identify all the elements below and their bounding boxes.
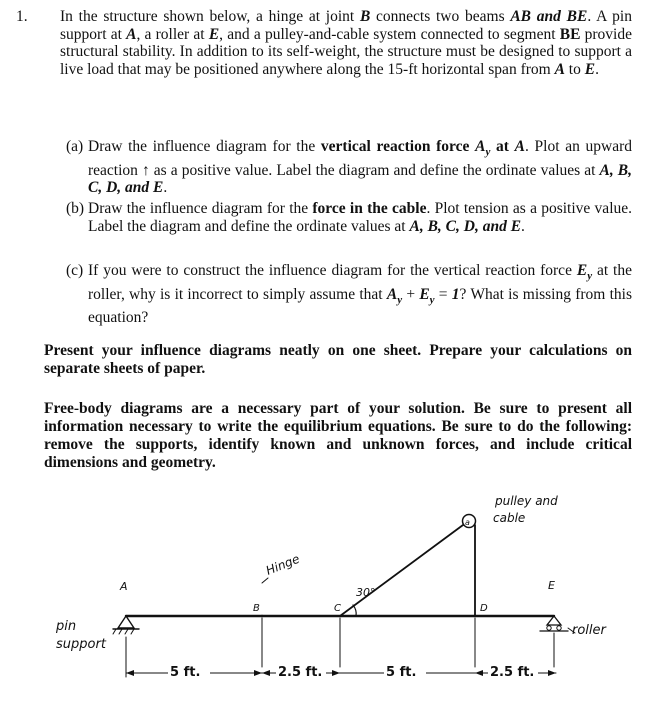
part-a-label: (a) — [66, 138, 84, 155]
part-run: . Plot an upward reaction ↑ as a positive value. Label the diagram and define the ordinate values at — [88, 138, 632, 179]
joint-c-label: C — [334, 603, 341, 614]
part-run: Draw the influence diagram for the — [88, 138, 321, 155]
part-run: A — [514, 138, 525, 155]
part-run: . — [521, 217, 525, 235]
structure-figure — [0, 487, 650, 717]
part-run: Draw the influence diagram for the — [88, 200, 313, 217]
dim-bc: 2.5 ft. — [278, 665, 323, 680]
part-run: y — [397, 293, 403, 306]
roller-label: roller — [572, 623, 606, 638]
instruction-present: Present your influence diagrams neatly on one sheet. Prepare your calculations on separate sheets of paper. — [44, 342, 632, 377]
dim-cd: 5 ft. — [386, 665, 417, 680]
part-run: force in the cable — [312, 200, 427, 217]
intro-run: B — [359, 8, 371, 25]
part-run: y — [485, 146, 491, 159]
part-b — [60, 200, 632, 235]
part-c — [60, 262, 632, 327]
hinge-label: Hinge — [263, 551, 302, 578]
cable-inclined — [340, 525, 463, 616]
part-run: A — [475, 138, 486, 155]
intro-run: to — [564, 60, 585, 78]
pin-support-icon — [118, 616, 134, 628]
pulley-label-line2: cable — [493, 511, 526, 525]
part-run: . — [163, 179, 168, 197]
roller-support-icon — [547, 616, 561, 625]
part-c-text — [88, 262, 632, 327]
joint-b-label: B — [253, 603, 260, 614]
part-run: at the roller, why is it incorrect to simply assume that — [88, 262, 632, 303]
problem-intro — [60, 8, 632, 78]
intro-run: . — [595, 60, 599, 78]
part-run: 1 — [451, 285, 460, 303]
intro-run: A — [554, 60, 565, 78]
intro-run: , and a pulley-and-cable system connected to segment — [219, 25, 560, 43]
part-b-text — [88, 200, 632, 235]
dim-ab: 5 ft. — [170, 665, 201, 680]
part-run: y — [429, 293, 435, 306]
joint-e-label: E — [548, 579, 555, 592]
part-b-label: (b) — [66, 200, 85, 217]
intro-run: . A pin support at — [60, 8, 632, 43]
intro-run: E — [584, 60, 596, 78]
part-run: y — [587, 270, 593, 283]
pin-label-line1: pin — [56, 619, 77, 634]
part-run: vertical reaction force — [320, 138, 476, 155]
dim-de: 2.5 ft. — [490, 665, 535, 680]
intro-run: provide structural stability. In addition to its self-weight, the structure must be designed to support a live load that may be positioned anywhere along the 15-ft horizontal span from — [60, 25, 632, 78]
part-run: + — [402, 285, 420, 303]
angle-arc — [353, 605, 356, 616]
part-run: If you were to construct the influence diagram for the vertical reaction force — [88, 262, 577, 279]
instruction-fbd: Free-body diagrams are a necessary part of your solution. Be sure to present all information necessary to write the equilibrium equations. Be sure to do the following: remove the supports, identify known and unknown forces, and include critical dimensions and geometry. — [44, 400, 632, 471]
part-run: A, B, C, D, and E — [409, 217, 522, 235]
part-run: A — [386, 285, 398, 303]
pulley-mark: a — [465, 518, 470, 527]
intro-run: In the structure shown below, a hinge at joint — [60, 8, 360, 25]
part-run: ? What is missing from this equation? — [88, 285, 632, 327]
part-run: at — [490, 138, 515, 155]
angle-label: 30° — [356, 586, 376, 599]
intro-run: E — [208, 25, 220, 43]
part-run: E — [419, 285, 430, 303]
joint-a-label: A — [120, 580, 128, 593]
part-run: E — [576, 262, 588, 279]
hinge-leader — [262, 578, 268, 583]
intro-run: BE — [559, 25, 581, 43]
intro-run: AB and BE — [510, 8, 588, 25]
intro-run: A — [126, 25, 137, 43]
part-run: . Plot tension as a positive value. Label the diagram and define the ordinate values at — [88, 200, 632, 235]
part-a-text — [88, 138, 632, 197]
part-a — [60, 138, 632, 197]
part-run: = — [434, 285, 452, 303]
intro-run: connects two beams — [370, 8, 511, 25]
part-c-label: (c) — [66, 262, 84, 279]
problem-number: 1. — [16, 8, 28, 25]
joint-d-label: D — [480, 603, 488, 614]
pulley-label-line1: pulley and — [495, 494, 558, 508]
pin-label-line2: support — [56, 637, 106, 652]
intro-run: , a roller at — [136, 25, 209, 43]
part-run: A, B, C, D, and E — [88, 161, 632, 197]
